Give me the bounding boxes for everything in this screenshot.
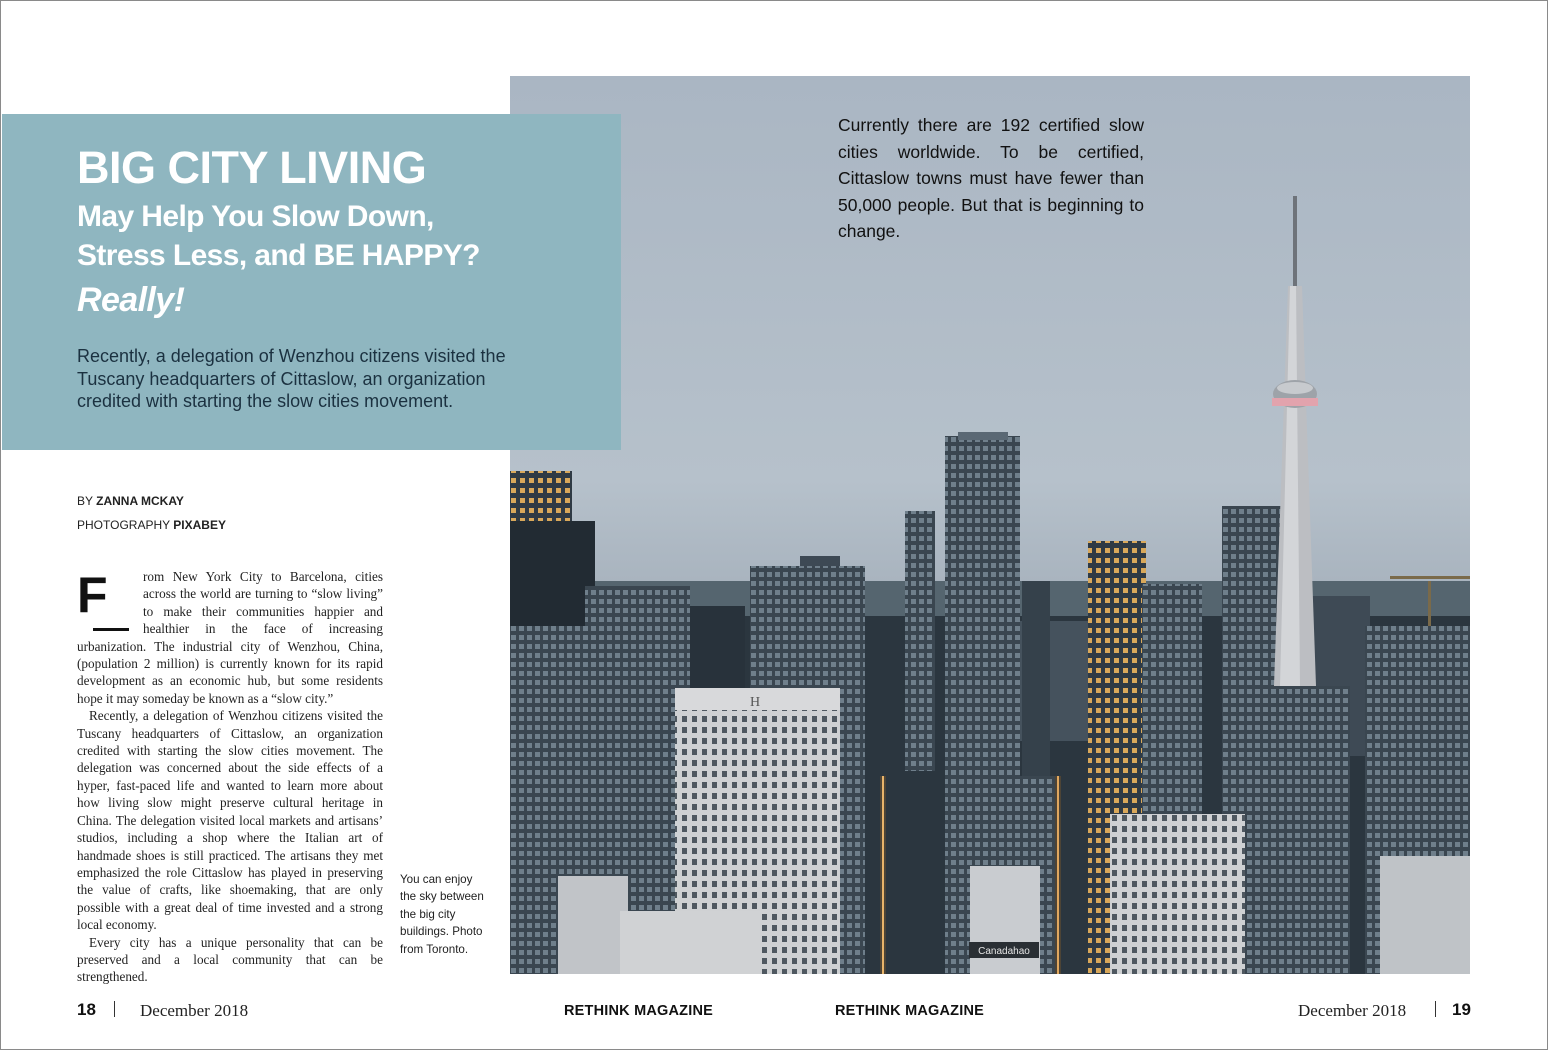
body-paragraph-2: Recently, a delegation of Wenzhou citizens visited the Tuscany headquarters of Cittaslow, an organization credited with starting the slow cities movement. The delegation was concerned about the side effects of a hyper, fast-paced life and wanted to learn more about how living slow might preserve cultural heritage in China. The delegation visited local markets and artisans’ studios, including a shop where the Italian art of handmade shoes is still practiced. The artisans they met emphasized the role Cittaslow has played in preserving the value of crafts, like shoemaking, that are only possible with a great deal of time invested and a strong local economy. bbox=[77, 708, 383, 933]
svg-text:H: H bbox=[749, 695, 761, 710]
right-footer-date: December 2018 bbox=[1298, 1001, 1407, 1020]
author-name: ZANNA MCKAY bbox=[96, 494, 184, 508]
photo-caption: You can enjoy the sky between the big city buildings. Photo from Toronto. bbox=[400, 873, 484, 956]
photographer-name: PIXABEY bbox=[173, 518, 226, 532]
left-page-number: 18 bbox=[77, 1000, 96, 1019]
body-paragraph-1-text: rom New York City to Barcelona, cities across the world are turning to “slow living” to make their communities happier and healthier in the face of increasing urbanization. The industrial city of Wenzhou, China, (population 2 million) is currently known for its rapid development as an economic hub, but some residents hope it may someday be known as a “slow city.” bbox=[77, 569, 383, 706]
left-footer-magazine: RETHINK MAGAZINE bbox=[564, 1003, 713, 1019]
article-body bbox=[77, 568, 383, 986]
right-page-number: 19 bbox=[1452, 1000, 1471, 1019]
subhead-line-2: Stress Less, and BE HAPPY? bbox=[77, 239, 480, 272]
article-standfirst: Recently, a delegation of Wenzhou citizens visited the Tuscany headquarters of Cittaslow, an organization credited with starting the slow cities movement. bbox=[77, 346, 506, 411]
photo-credit-prefix: PHOTOGRAPHY bbox=[77, 518, 170, 532]
article-headline: BIG CITY LIVING bbox=[77, 142, 427, 193]
right-footer-magazine: RETHINK MAGAZINE bbox=[835, 1003, 984, 1019]
byline-prefix: BY bbox=[77, 494, 93, 508]
article-credits bbox=[77, 489, 226, 537]
subhead-emphasis: Really! bbox=[77, 281, 185, 319]
subhead-line-1: May Help You Slow Down, bbox=[77, 200, 434, 233]
left-footer-separator bbox=[114, 1001, 115, 1017]
photo-sign-text: Canadahao bbox=[978, 946, 1030, 957]
article-subhead bbox=[77, 197, 597, 325]
photo-credit bbox=[77, 513, 226, 537]
left-footer-date: December 2018 bbox=[140, 1001, 249, 1020]
pull-quote: Currently there are 192 certified slow cities worldwide. To be certified, Cittaslow towns must have fewer than 50,000 people. But that is beginning to change. bbox=[838, 115, 1144, 241]
body-paragraph-1 bbox=[77, 568, 383, 707]
right-footer-separator bbox=[1435, 1001, 1436, 1017]
drop-cap: F bbox=[77, 572, 137, 632]
byline bbox=[77, 489, 226, 513]
body-paragraph-3: Every city has a unique personality that can be preserved and a local community that can be strengthened. bbox=[77, 934, 383, 985]
